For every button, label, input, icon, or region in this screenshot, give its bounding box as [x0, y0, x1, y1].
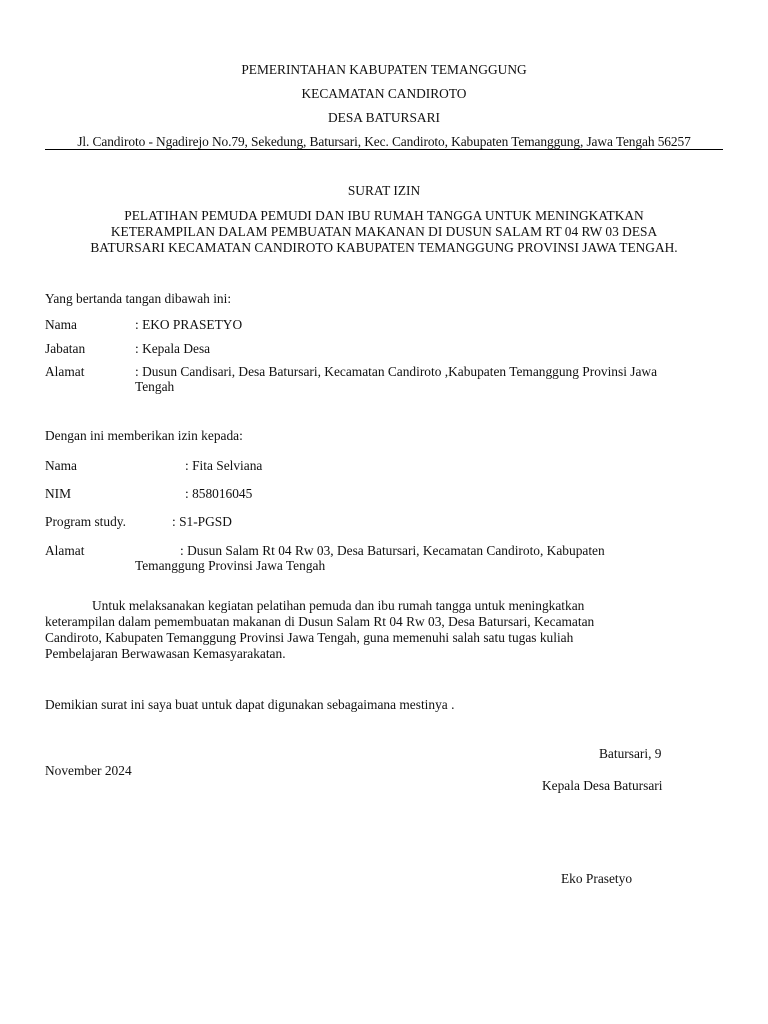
recipient-nim-value: : 858016045 — [185, 486, 253, 501]
body-paragraph-line-4: Pembelajaran Berwawasan Kemasyarakatan. — [45, 646, 286, 661]
recipient-intro: Dengan ini memberikan izin kepada: — [45, 428, 243, 443]
body-paragraph-line-1: Untuk melaksanakan kegiatan pelatihan pemuda dan ibu rumah tangga untuk meningkatkan — [92, 598, 585, 613]
signer-nama-value: : EKO PRASETYO — [135, 317, 243, 332]
subject-line-2: KETERAMPILAN DALAM PEMBUATAN MAKANAN DI DUSUN SALAM RT 04 RW 03 DESA — [110, 224, 658, 239]
recipient-alamat-label: Alamat — [45, 543, 85, 558]
body-paragraph-line-2: keterampilan dalam pemembuatan makanan di Dusun Salam Rt 04 Rw 03, Desa Batursari, Kecamatan — [45, 614, 595, 629]
signature-name: Eko Prasetyo — [561, 871, 633, 886]
subject-line-3: BATURSARI KECAMATAN CANDIROTO KABUPATEN TEMANGGUNG PROVINSI JAWA TENGAH. — [90, 240, 678, 255]
body-paragraph-line-3: Candiroto, Kabupaten Temanggung Provinsi Jawa Tengah, guna memenuhi salah satu tugas kuliah — [45, 630, 574, 645]
recipient-prodi-label: Program study. — [45, 514, 126, 529]
signer-alamat-value-cont: Tengah — [135, 379, 175, 394]
signature-date-cont: November 2024 — [45, 763, 132, 778]
signer-alamat-value: : Dusun Candisari, Desa Batursari, Kecamatan Candiroto ,Kabupaten Temanggung Provinsi Jawa — [135, 364, 658, 379]
signature-place-date: Batursari, 9 — [599, 746, 662, 761]
header-district: KECAMATAN CANDIROTO — [301, 86, 467, 101]
recipient-alamat-value: : Dusun Salam Rt 04 Rw 03, Desa Batursari, Kecamatan Candiroto, Kabupaten — [180, 543, 605, 558]
signer-jabatan-value: : Kepala Desa — [135, 341, 211, 356]
recipient-nama-value: : Fita Selviana — [185, 458, 263, 473]
signer-jabatan-label: Jabatan — [45, 341, 86, 356]
recipient-nim-label: NIM — [45, 486, 72, 501]
recipient-nama-label: Nama — [45, 458, 77, 473]
header-rule — [45, 149, 723, 150]
closing-sentence: Demikian surat ini saya buat untuk dapat digunakan sebagaimana mestinya . — [45, 697, 455, 712]
subject-line-1: PELATIHAN PEMUDA PEMUDI DAN IBU RUMAH TANGGA UNTUK MENINGKATKAN — [124, 208, 644, 223]
header-government: PEMERINTAHAN KABUPATEN TEMANGGUNG — [241, 62, 527, 77]
header-address: Jl. Candiroto - Ngadirejo No.79, Sekedung, Batursari, Kec. Candiroto, Kabupaten Temanggung, Jawa Tengah 56257 — [77, 134, 691, 149]
recipient-alamat-value-cont: Temanggung Provinsi Jawa Tengah — [135, 558, 326, 573]
letter-title: SURAT IZIN — [347, 183, 421, 198]
recipient-prodi-value: : S1-PGSD — [172, 514, 232, 529]
signer-nama-label: Nama — [45, 317, 77, 332]
header-village: DESA BATURSARI — [328, 110, 440, 125]
signer-intro: Yang bertanda tangan dibawah ini: — [45, 291, 232, 306]
signer-alamat-label: Alamat — [45, 364, 85, 379]
signature-position: Kepala Desa Batursari — [542, 778, 663, 793]
